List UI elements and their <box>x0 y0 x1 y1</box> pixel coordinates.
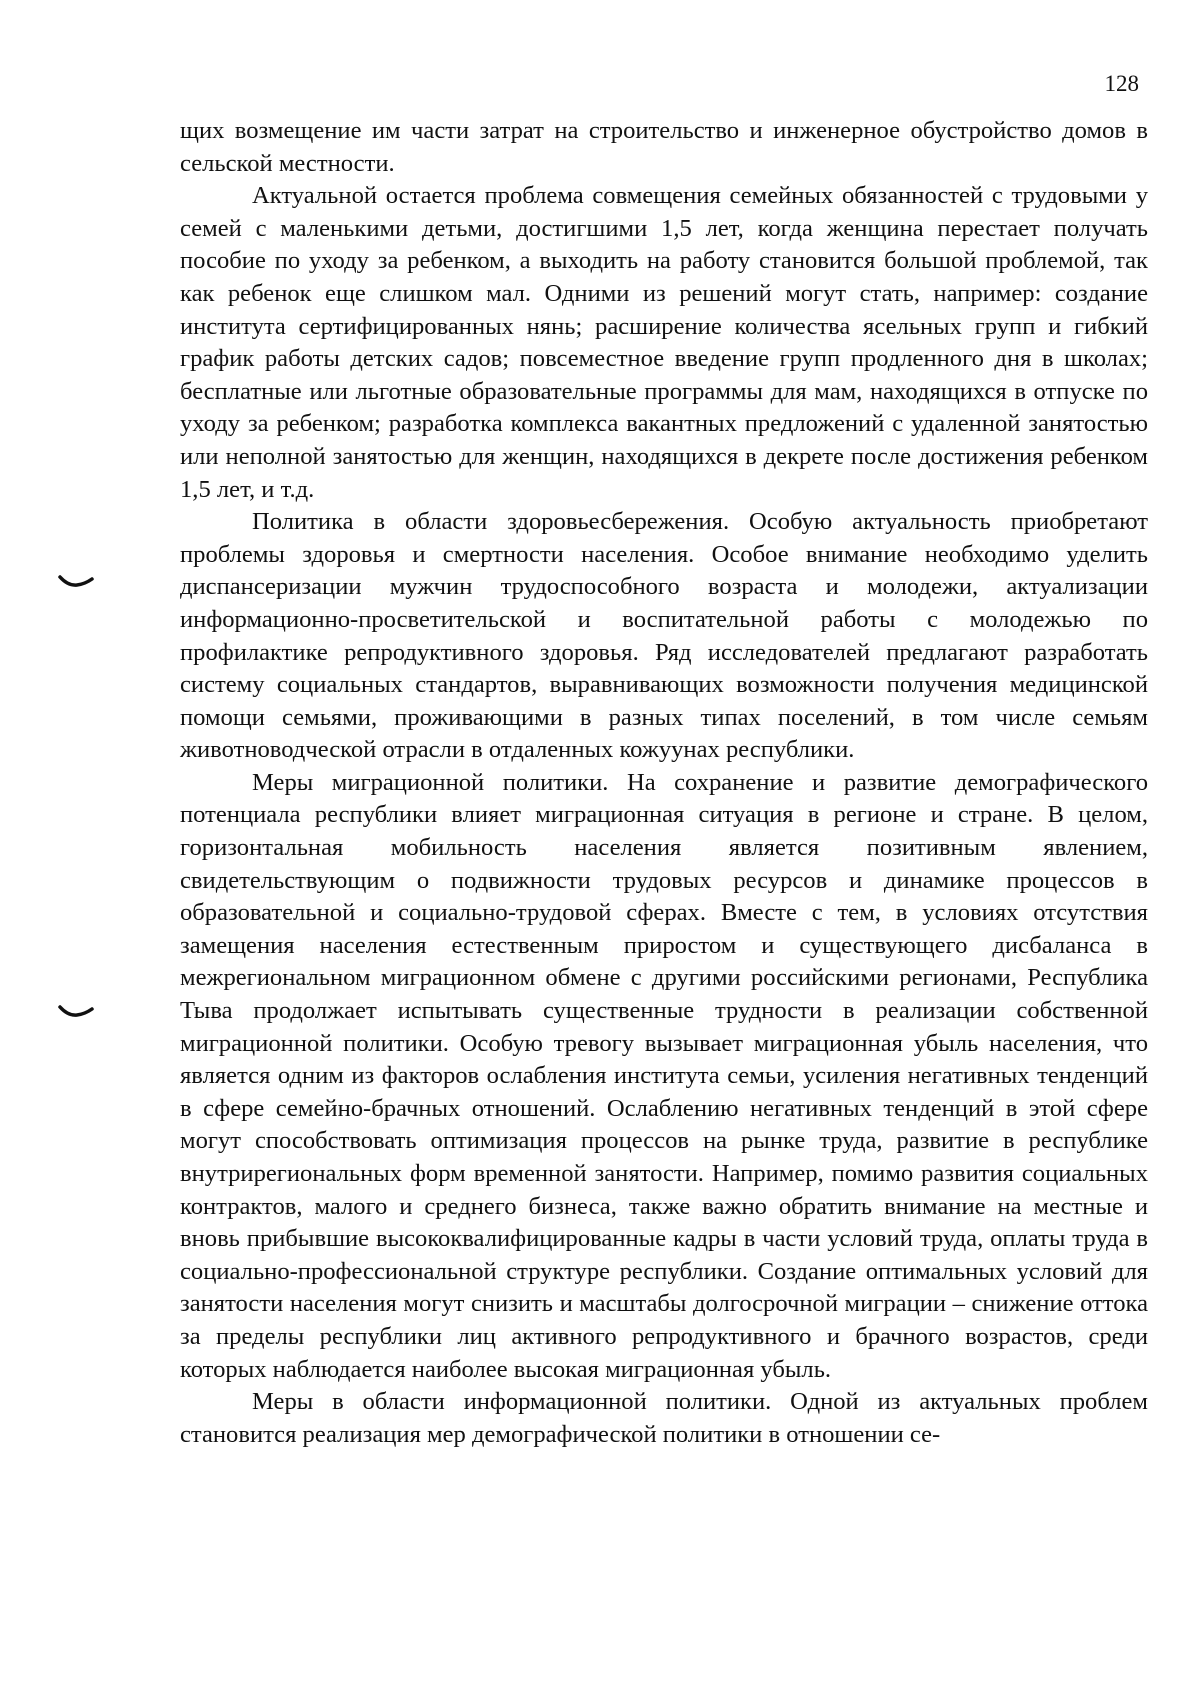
paragraph-migration-policy: Меры миграционной политики. На сохранение и развитие демографического потенциала республики влияет миграционная ситуация в регионе и стране. В целом, горизонтальная мобильность населения является позитивным явлением, свидетельствующим о подвижности трудовых ресурсов и динамике процессов в образовательной и социально-трудовой сферах. Вместе с тем, в условиях отсутствия замещения населения естественным приростом и существующего дисбаланса в межрегиональном миграционном обмене с другими российскими регионами, Республика Тыва продолжает испытывать существенные трудности в реализации собственной миграционной политики. Особую тревогу вызывает миграционная убыль населения, что является одним из факторов ослабления института семьи, усиления негативных тенденций в сфере семейно-брачных отношений. Ослаблению негативных тенденций в этой сфере могут способствовать оптимизация процессов на рынке труда, развитие в республике внутрирегиональных форм временной занятости. Например, помимо развития социальных контрактов, малого и среднего бизнеса, также важно обратить внимание на местные и вновь прибывшие высококвалифицированные кадры в части условий труда, оплаты труда в социально-профессиональной структуре республики. Создание оптимальных условий для занятости населения могут снизить и масштабы долгосрочной миграции – снижение оттока за пределы республики лиц активного репродуктивного и брачного возрастов, среди которых наблюдается наиболее высокая миграционная убыль. <box>180 768 1148 1383</box>
page-number: 128 <box>1104 71 1139 96</box>
margin-check-mark-icon <box>58 574 94 588</box>
paragraph-health-policy: Политика в области здоровьесбережения. Особую актуальность приобретают проблемы здоровья и смертности населения. Особое внимание необходимо уделить диспансеризации мужчин трудоспособного возраста и молодежи, актуализации информационно-просветительской и воспитательной работы с молодежью по профилактике репродуктивного здоровья. Ряд исследователей предлагают разработать систему социальных стандартов, выравнивающих возможности получения медицинской помощи семьями, проживающими в разных типах поселений, в том числе семьям животноводческой отрасли в отдаленных кожуунах республики. <box>180 508 1148 764</box>
margin-check-mark-icon <box>58 1004 94 1018</box>
paragraph-continuation: щих возмещение им части затрат на строительство и инженерное обустройство домов в сельской местности. <box>180 117 1148 177</box>
paragraph-work-family-balance: Актуальной остается проблема совмещения семейных обязанностей с трудовыми у семей с маленькими детьми, достигшими 1,5 лет, когда женщина перестает получать пособие по уходу за ребенком, а выходить на работу становится большой проблемой, так как ребенок еще слишком мал. Одними из решений могут стать, например: создание института сертифицированных нянь; расширение количества ясельных групп и гибкий график работы детских садов; повсеместное введение групп продленного дня в школах; бесплатные или льготные образовательные программы для мам, находящихся в отпуске по уходу за ребенком; разработка комплекса вакантных предложений с удаленной занятостью или неполной занятостью для женщин, находящихся в декрете после достижения ребенком 1,5 лет, и т.д. <box>180 182 1148 503</box>
paragraph-information-policy: Меры в области информационной политики. Одной из актуальных проблем становится реализация мер демографической политики в отношении се- <box>180 1388 1148 1448</box>
body-text <box>180 115 1148 1451</box>
